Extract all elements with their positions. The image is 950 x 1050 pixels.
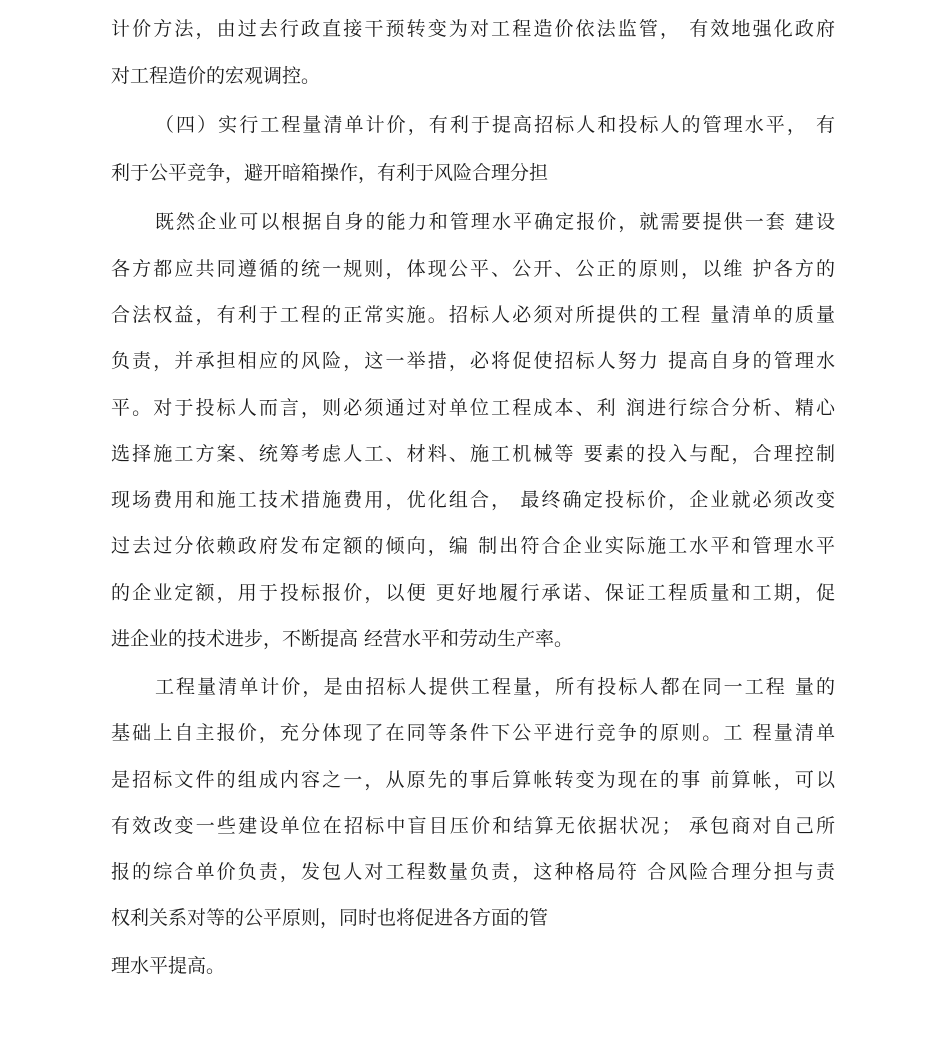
text-line-20: 权利关系对等的公平原则，同时也将促进各方面的管 bbox=[111, 907, 549, 929]
text-line-14: 进企业的技术进步，不断提高 经营水平和劳动生产率。 bbox=[111, 628, 574, 650]
text-line-13: 的企业定额，用于投标报价，以便 更好地履行承诺、保证工程质量和工期，促 bbox=[111, 582, 835, 604]
text-line-19: 报的综合单价负责，发包人对工程数量负责，这种格局符 合风险合理分担与责 bbox=[111, 861, 835, 883]
text-line-5: 既然企业可以根据自身的能力和管理水平确定报价，就需要提供一套 建设 bbox=[155, 211, 835, 233]
text-line-11: 现场费用和施工技术措施费用，优化组合， 最终确定投标价，企业就必须改变 bbox=[111, 489, 835, 511]
text-line-6: 各方都应共同遵循的统一规则，体现公平、公开、公正的原则，以维 护各方的 bbox=[111, 258, 835, 280]
text-line-16: 基础上自主报价，充分体现了在同等条件下公平进行竞争的原则。工 程量清单 bbox=[111, 722, 835, 744]
section-heading-line-1: （四）实行工程量清单计价，有利于提高招标人和投标人的管理水平， 有 bbox=[155, 114, 835, 136]
text-line-15: 工程量清单计价，是由招标人提供工程量，所有投标人都在同一工程 量的 bbox=[155, 676, 835, 698]
text-line-10: 选择施工方案、统筹考虑人工、材料、施工机械等 要素的投入与配，合理控制 bbox=[111, 443, 835, 465]
text-line-1: 计价方法，由过去行政直接干预转变为对工程造价依法监管， 有效地强化政府 bbox=[111, 18, 835, 40]
text-line-7: 合法权益，有利于工程的正常实施。招标人必须对所提供的工程 量清单的质量 bbox=[111, 304, 835, 326]
text-line-18: 有效改变一些建设单位在招标中盲目压价和结算无依据状况； 承包商对自己所 bbox=[111, 815, 835, 837]
text-line-8: 负责，并承担相应的风险，这一举措，必将促使招标人努力 提高自身的管理水 bbox=[111, 350, 835, 372]
text-line-9: 平。对于投标人而言，则必须通过对单位工程成本、利 润进行综合分析、精心 bbox=[111, 397, 835, 419]
section-heading-line-2: 利于公平竞争，避开暗箱操作，有利于风险合理分担 bbox=[111, 162, 549, 184]
text-line-12: 过去过分依赖政府发布定额的倾向，编 制出符合企业实际施工水平和管理水平 bbox=[111, 535, 835, 557]
text-line-2: 对工程造价的宏观调控。 bbox=[111, 65, 321, 87]
text-line-17: 是招标文件的组成内容之一，从原先的事后算帐转变为现在的事 前算帐，可以 bbox=[111, 769, 835, 791]
text-line-21: 理水平提高。 bbox=[111, 955, 226, 977]
